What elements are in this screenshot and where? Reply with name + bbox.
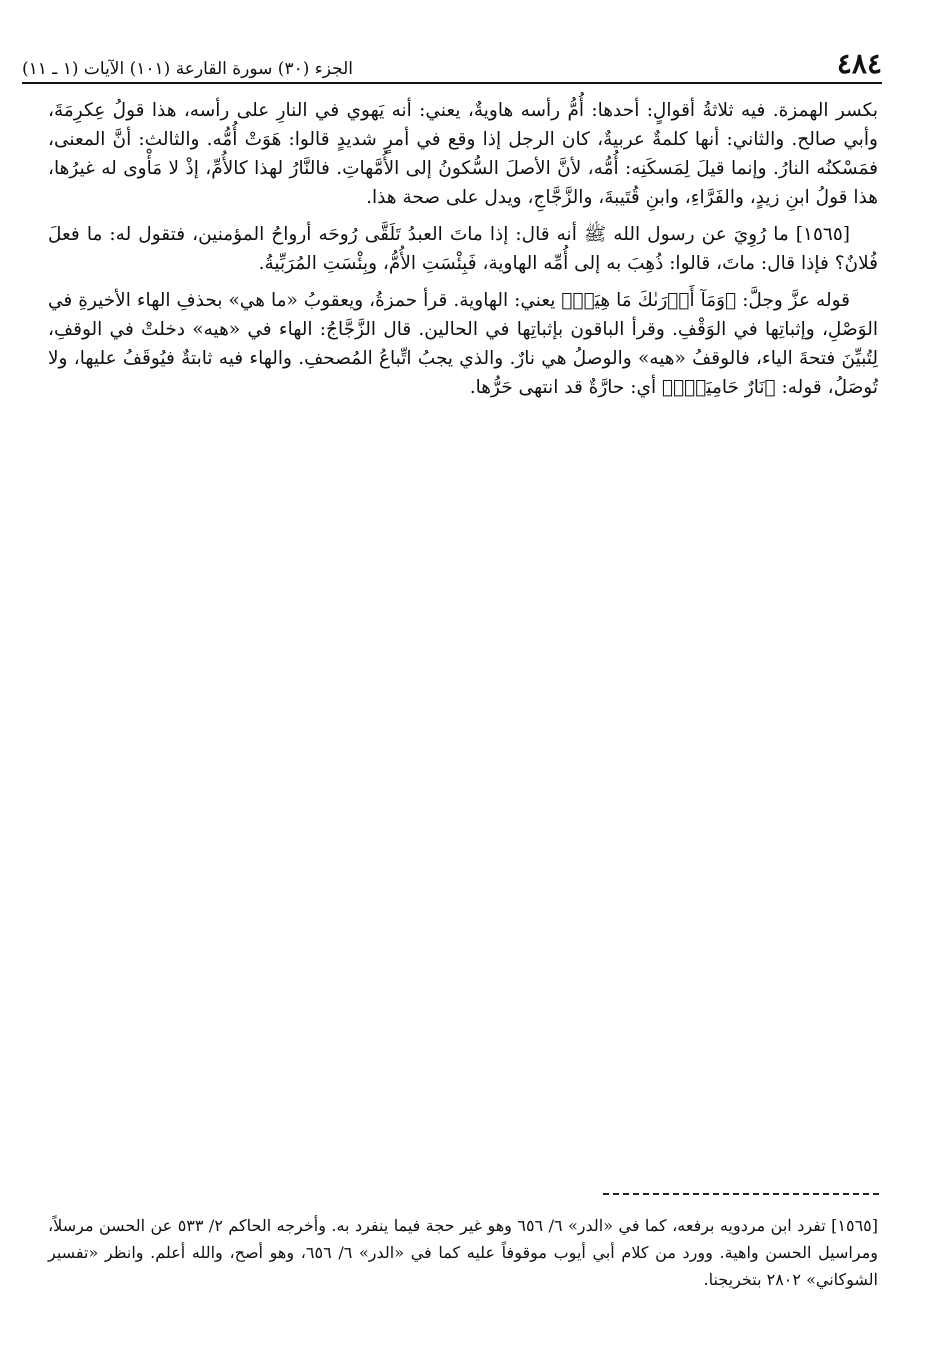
page-header	[22, 48, 882, 84]
footnote-divider	[603, 1193, 879, 1195]
footnotes	[48, 1212, 878, 1293]
page-number: ٤٨٤	[836, 47, 882, 80]
paragraph-commentary: بكسر الهمزة. فيه ثلاثةُ أقوالٍ: أحدها: أُمُّ رأسه هاويةٌ، يعني: أنه يَهوي في النارِ على رأسه، هذا قولُ عِكرِمَةَ، وأبي صالح. والثاني: أنها كلمةٌ عربيةٌ، كان الرجل إذا وقع في أمرٍ شديدٍ قالوا: هَوَتْ أُمُّه. والثالث: أنَّ المعنى، فمَسْكنُه النارُ. وإنما قيلَ لِمَسكَنِه: أُمُّه، لأنَّ الأصلَ السُّكونُ إلى الأُمَّهاتِ. فالنَّارُ لهذا كالأُمِّ، إذْ لا مَأْوى له غيرُها، هذا قولُ ابنِ زيدٍ، والفَرَّاءِ، وابنِ قُتَيبةَ، والزَّجَّاجِ، ويدل على صحة هذا.	[48, 100, 878, 208]
main-text	[48, 96, 878, 410]
running-head: الجزء (٣٠) سورة القارعة (١٠١) الآيات (١ ـ ١١)	[22, 59, 353, 79]
footnote-1565: [١٥٦٥] تفرد ابن مردويه برفعه، كما في «الدر» ٦/ ٦٥٦ وهو غير حجة فيما ينفرد به. وأخرجه الحاكم ٢/ ٥٣٣ عن الحسن مرسلاً، ومراسيل الحسن واهية. وورد من كلام أبي أيوب موقوفاً عليه كما في «الدر» ٦/ ٦٥٦، وهو أصح، والله أعلم. وانظر «تفسير الشوكاني» ٢٨٠٢ بتخريجنا.	[48, 1216, 879, 1289]
paragraph-verse-commentary: قوله عزَّ وجلَّ: ﴿وَمَآ أَدۡرَىٰكَ مَا هِيَهۡ﴾ يعني: الهاوية. قرأ حمزةُ، ويعقوبُ «ما هي» بحذفِ الهاء الأخيرةِ في الوَصْلِ، وإثباتِها في الوَقْفِ. وقرأ الباقون بإثباتِها في الحالين. قال الزَّجَّاجُ: الهاء في «هيه» دخلتْ في الوقفِ، لِتُبيِّنَ فتحةَ الياء، فالوقفُ «هيه» والوصلُ هي نارٌ. والذي يجبُ اتِّباعُ المُصحفِ. والهاء فيه ثابتةٌ فيُوقَفُ عليها، ولا تُوصَلُ، قوله: ﴿نَارٌ حَامِيَةٌۢ﴾ أي: حارَّةٌ قد انتهى حَرُّها.	[48, 290, 878, 398]
paragraph-hadith: [١٥٦٥] ما رُوِيَ عن رسول الله ﷺ أنه قال: إذا ماتَ العبدُ تَلَقَّى رُوحَه أرواحُ المؤمنين، فتقول له: ما فعلَ فُلانٌ؟ فإذا قال: ماتَ، قالوا: ذُهِبَ به إلى أُمِّه الهاوية، فَبِئْسَتِ الأُمُّ، وبِئْسَتِ المُرَبِّيةُ.	[48, 224, 878, 274]
